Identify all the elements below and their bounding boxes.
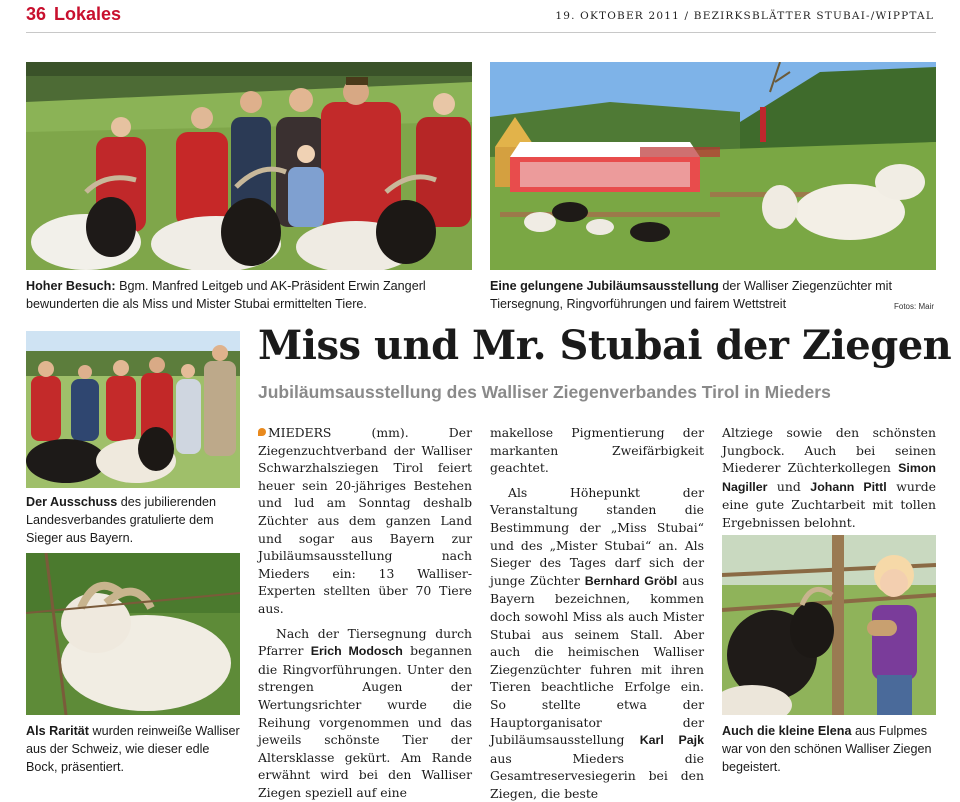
page-number: 36 — [26, 4, 47, 24]
issue-line: 19. OKTOBER 2011 / BEZIRKSBLÄTTER STUBAI-/WIPPTAL — [555, 10, 934, 22]
photo-credit: Fotos: Mair — [894, 302, 935, 311]
caption-text: des jubilierenden Landesverbandes gratulierte dem Sieger aus Bayern. — [26, 495, 216, 545]
caption-lead: Eine gelungene Jubiläumsausstellung — [490, 279, 719, 293]
bullet-icon — [258, 428, 266, 436]
paragraph-text: Altziege sowie den schönsten Jungbock. Auch bei seinen Miederer Züchterkollegen — [722, 425, 936, 476]
caption-text: Bgm. Manfred Leitgeb und AK-Präsident Erwin Zangerl bewunderten die als Miss und Mister Stubai ermittelten Tiere. — [26, 279, 426, 311]
paragraph-text: aus Mieders die Gesamtreservesiegerin bei den Ziegen, die beste — [490, 750, 704, 801]
header-divider — [26, 32, 936, 33]
caption-text: aus Fulpmes war von den schönen Walliser Ziegen begeistert. — [722, 724, 932, 774]
caption-bottom-right — [722, 722, 936, 776]
page-header-left — [26, 4, 129, 25]
photo-girl-elena-with-goat — [722, 535, 936, 715]
paragraph: makellose Pigmentierung der markanten Zweifärbigkeit geachtet. — [490, 425, 704, 476]
person-name: Johann Pittl — [810, 479, 887, 494]
paragraph-text: begannen die Ringvorführungen. Unter den strengen Augen der Wertungsrichter wurde die Reihung vorgenommen und das jeweils schönste Tier der Altersklasse gekürt. Am Rande erwähnt wird bei den Walliser Ziegen speziell auf eine — [258, 643, 472, 800]
caption-top-left — [26, 277, 472, 313]
article-column-2 — [490, 424, 704, 802]
caption-lead: Auch die kleine Elena — [722, 724, 852, 738]
photo-white-walliser-buck — [26, 553, 240, 715]
person-name: Karl Pajk — [639, 733, 704, 748]
paragraph-text: und — [767, 478, 811, 494]
photo-officials-with-goats — [26, 62, 472, 270]
caption-mid-left — [26, 493, 240, 547]
paragraph-text: Nach der Tiersegnung durch Pfarrer — [258, 625, 472, 659]
person-name: Simon Nagiller — [722, 461, 936, 494]
person-name: Bernhard Gröbl — [584, 573, 678, 588]
caption-bottom-left — [26, 722, 240, 776]
paragraph — [258, 625, 472, 802]
section-title: Lokales — [54, 4, 122, 24]
photo-exhibition-grounds — [490, 62, 936, 270]
caption-text: der Walliser Ziegenzüchter mit Tiersegnung, Ringvorführungen und fairem Wettstreit — [490, 279, 892, 311]
paragraph-text: Als Höhepunkt der Veranstaltung standen die Bestimmung der „Miss Stubai“ und des „Mister Stubai“ an. Als Sieger des Tages darf sich der junge Züchter — [490, 484, 704, 588]
paragraph — [722, 424, 936, 532]
caption-lead: Der Ausschuss — [26, 495, 118, 509]
article-headline: Miss und Mr. Stubai der Ziegen — [258, 322, 952, 369]
article-column-1 — [258, 424, 472, 801]
caption-lead: Als Rarität — [26, 724, 89, 738]
paragraph-text: MIEDERS (mm). Der Ziegenzuchtverband der Walliser Schwarzhalsziegen Tirol feiert heuer sein 20-jähriges Bestehen und lud am Sonntag deshalb Züchter aus dem ganzen Land und sogar aus Bayern zur Jubiläumsausstellung nach Mieders ein: 13 Walliser-Experten stellten über 70 Tiere aus. — [258, 425, 472, 616]
paragraph — [258, 424, 472, 618]
paragraph-text: aus Bayern bezeichnen, kommen doch sowohl Miss als auch Mister Stubai aus seinem Stall. Aber auch die heimischen Walliser Ziegenzüchter fuhren mit ihren Tieren beachtliche Erfolge ein. So stellte etwa der Hauptorganisator der Jubiläumsausstellung — [490, 572, 704, 748]
paragraph-text: wurde eine gute Zuchtarbeit mit tollen Ergebnissen belohnt. — [722, 478, 936, 530]
caption-lead: Hoher Besuch: — [26, 279, 116, 293]
photo-committee-group — [26, 331, 240, 488]
caption-text: wurden reinweiße Walliser aus der Schweiz, wie dieser edle Bock, präsentiert. — [26, 724, 240, 774]
paragraph — [490, 484, 704, 802]
person-name: Erich Modosch — [310, 644, 403, 659]
caption-top-right — [490, 277, 936, 313]
article-subheadline: Jubiläumsausstellung des Walliser Ziegenverbandes Tirol in Mieders — [258, 382, 831, 402]
article-column-3 — [722, 424, 936, 532]
